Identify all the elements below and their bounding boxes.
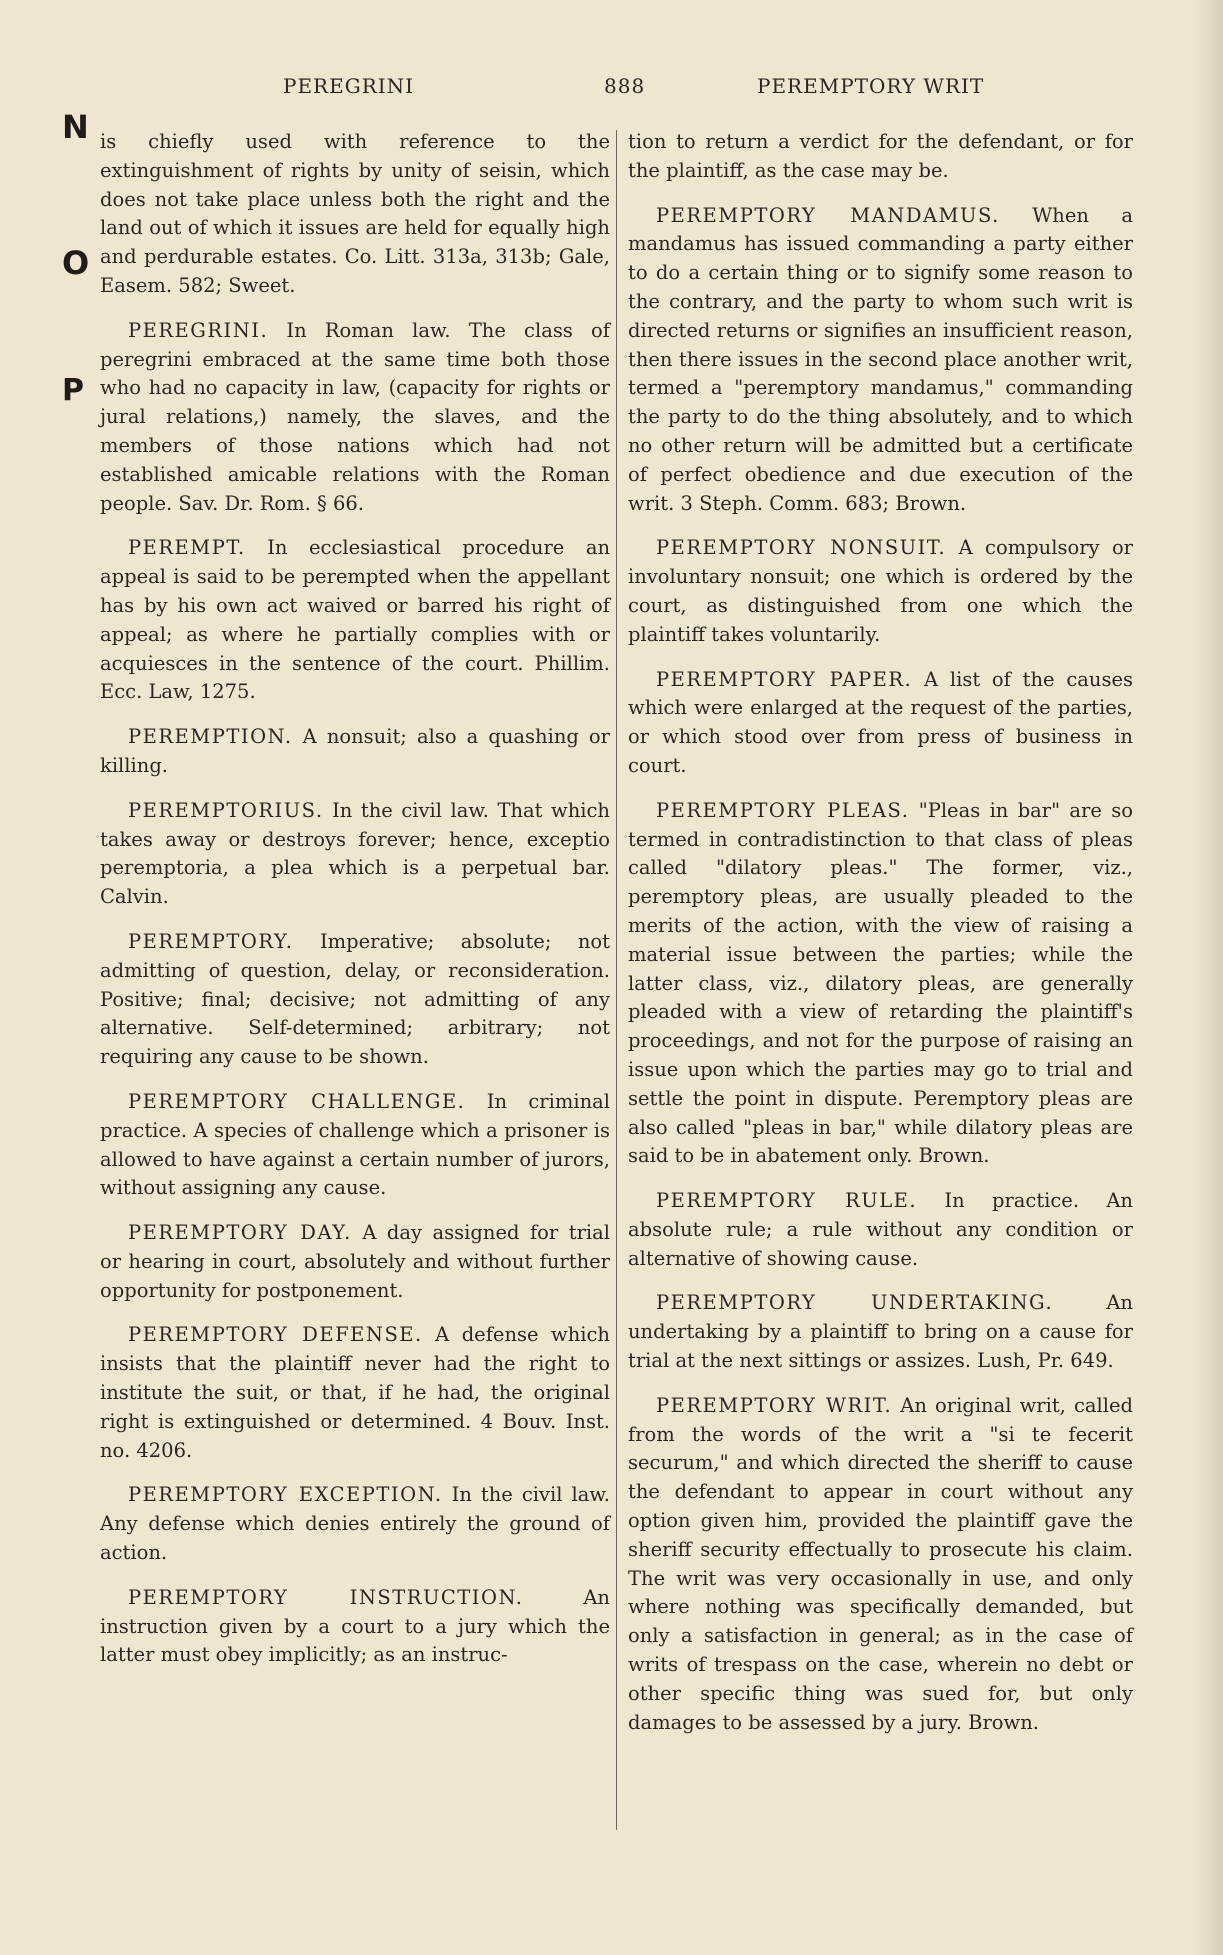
dictionary-entry bbox=[628, 202, 1133, 519]
entry-definition: An instruction given by a court to a jury which the latter must obey implicitly; as an instruc- bbox=[100, 1585, 610, 1667]
entry-headword: PEREGRINI. bbox=[128, 318, 269, 342]
entry-definition: Imperative; absolute; not admitting of question, delay, or reconsideration. Positive; final; decisive; not admitting of any alternative. Self-determined; arbitrary; not requiring any cause to be shown. bbox=[100, 929, 610, 1069]
thumb-index-letter-n: N bbox=[62, 108, 89, 146]
entry-definition: tion to return a verdict for the defendant, or for the plaintiff, as the case may be. bbox=[628, 130, 1133, 182]
entry-headword: PEREMPTORY MANDAMUS. bbox=[656, 203, 1000, 227]
entry-definition: A list of the causes which were enlarged at the request of the parties, or which stood over from press of business in court. bbox=[628, 667, 1134, 777]
entry-headword: PEREMPTORIUS. bbox=[128, 798, 324, 822]
entry-definition: In Roman law. The class of peregrini embraced at the same time both those who had no capacity in law, (capacity for rights or jural relations,) namely, the slaves, and the members of those nations which had not established amicable relations with the Roman people. Sav. Dr. Rom. § 66. bbox=[100, 318, 611, 515]
entry-definition: In the civil law. Any defense which denies entirely the ground of action. bbox=[100, 1483, 610, 1565]
right-column bbox=[628, 128, 1133, 1753]
dictionary-entry bbox=[100, 1321, 610, 1465]
dictionary-entry bbox=[100, 1584, 610, 1670]
page-edge-shadow bbox=[1193, 0, 1223, 1955]
entry-headword: PEREMPTORY PAPER. bbox=[656, 667, 913, 691]
header-right-guide-word: PEREMPTORY WRIT bbox=[757, 74, 985, 98]
entry-definition: In ecclesiastical procedure an appeal is said to be perempted when the appellant has by his own act waived or barred his right of appeal; as where he partially complies with or acquiesces in the sentence of the court. Phillim. Ecc. Law, 1275. bbox=[100, 536, 610, 704]
dictionary-entry bbox=[628, 797, 1133, 1171]
entry-definition: A day assigned for trial or hearing in court, absolutely and without further opportunity for postponement. bbox=[100, 1221, 610, 1302]
entry-headword: PEREMPTION. bbox=[128, 725, 293, 749]
entry-definition: An original writ, called from the words of the writ a "si te fecerit securum," and which directed the sheriff to cause the defendant to appear in court without any option given him, provided the plaintiff gave the sheriff security effectually to prosecute his claim. The writ was very occasionally in use, and only where nothing was specifically demanded, but only a satisfaction in general; as in the case of writs of trespass on the case, wherein no debt or other specific thing was sued for, but only damages to be assessed by a jury. Brown. bbox=[628, 1393, 1133, 1734]
entry-headword: PEREMPTORY NONSUIT. bbox=[656, 536, 947, 560]
entry-headword: PEREMPTORY DAY. bbox=[128, 1221, 352, 1245]
entry-definition: An undertaking by a plaintiff to bring on a cause for trial at the next sittings or assizes. Lush, Pr. 649. bbox=[628, 1291, 1133, 1373]
entry-definition: A defense which insists that the plaintiff never had the right to institute the suit, or that, if he had, the original right is extinguished or determined. 4 Bouv. Inst. no. 4206. bbox=[100, 1323, 610, 1462]
page-number: 888 bbox=[604, 74, 646, 98]
dictionary-entry bbox=[100, 1219, 610, 1305]
dictionary-entry bbox=[100, 1088, 610, 1203]
dictionary-entry bbox=[628, 1187, 1133, 1273]
entry-headword: PEREMPTORY RULE. bbox=[656, 1189, 918, 1213]
entry-headword: PEREMPTORY INSTRUCTION. bbox=[128, 1585, 524, 1609]
dictionary-entry bbox=[100, 317, 610, 519]
thumb-index-letter-p: P bbox=[62, 373, 84, 408]
entry-definition: In practice. An absolute rule; a rule without any condition or alternative of showing cause. bbox=[628, 1189, 1133, 1270]
entry-definition: A compulsory or involuntary nonsuit; one which is ordered by the court, as distinguished from one which the plaintiff takes voluntarily. bbox=[628, 536, 1134, 646]
entry-headword: PEREMPTORY EXCEPTION. bbox=[128, 1483, 443, 1507]
entry-definition: "Pleas in bar" are so termed in contradistinction to that class of pleas called "dilatory pleas." The former, viz., peremptory pleas, are usually pleaded to the merits of the action, with the view of raising a material issue between the parties; while the latter class, viz., dilatory pleas, are generally pleaded with a view of retarding the plaintiff's proceedings, and not for the purpose of raising an issue upon which the parties may go to trial and settle the point in dispute. Peremptory pleas are also called "pleas in bar," while dilatory pleas are said to be in abatement only. Brown. bbox=[628, 798, 1133, 1168]
entry-headword: PEREMPT. bbox=[128, 536, 246, 560]
left-column bbox=[100, 128, 610, 1686]
entry-headword: PEREMPTORY. bbox=[128, 929, 294, 953]
entry-definition: In the civil law. That which takes away or destroys forever; hence, exceptio peremptoria, a plea which is a perpetual bar. Calvin. bbox=[100, 798, 610, 909]
entry-headword: PEREMPTORY PLEAS. bbox=[656, 798, 910, 822]
dictionary-entry bbox=[628, 1289, 1133, 1375]
column-divider bbox=[616, 130, 617, 1830]
dictionary-entry bbox=[100, 534, 610, 707]
dictionary-entry bbox=[628, 666, 1133, 781]
dictionary-entry bbox=[100, 797, 610, 912]
entry-definition: is chiefly used with reference to the extinguishment of rights by unity of seisin, which does not take place unless both the right and the land out of which it issues are held for equally high and perdurable estates. Co. Litt. 313a, 313b; Gale, Easem. 582; Sweet. bbox=[100, 130, 610, 297]
thumb-index-letter-o: O bbox=[62, 244, 90, 282]
dictionary-entry bbox=[100, 928, 610, 1072]
dictionary-entry bbox=[100, 723, 610, 781]
entry-headword: PEREMPTORY DEFENSE. bbox=[128, 1323, 423, 1347]
entry-headword: PEREMPTORY UNDERTAKING. bbox=[656, 1291, 1054, 1315]
entry-definition: When a mandamus has issued commanding a party either to do a certain thing or to signify some reason to the contrary, and the party to whom such writ is directed returns or signifies an insufficient reason, then there issues in the second place another writ, termed a "peremptory mandamus," commanding the party to do the thing absolutely, and to which no other return will be admitted but a certificate of perfect obedience and due execution of the writ. 3 Steph. Comm. 683; Brown. bbox=[628, 203, 1133, 515]
dictionary-entry bbox=[100, 1481, 610, 1567]
entry-headword: PEREMPTORY WRIT. bbox=[656, 1393, 893, 1417]
header-left-guide-word: PEREGRINI bbox=[283, 74, 415, 98]
entry-headword: PEREMPTORY CHALLENGE. bbox=[128, 1089, 466, 1113]
entry-definition: A nonsuit; also a quashing or killing. bbox=[100, 725, 610, 777]
running-header bbox=[0, 74, 1223, 106]
dictionary-entry bbox=[628, 1392, 1133, 1738]
dictionary-entry bbox=[628, 128, 1133, 186]
entry-definition: In criminal practice. A species of challenge which a prisoner is allowed to have against a certain number of jurors, without assigning any cause. bbox=[100, 1089, 610, 1200]
dictionary-entry bbox=[100, 128, 610, 301]
dictionary-entry bbox=[628, 534, 1133, 649]
